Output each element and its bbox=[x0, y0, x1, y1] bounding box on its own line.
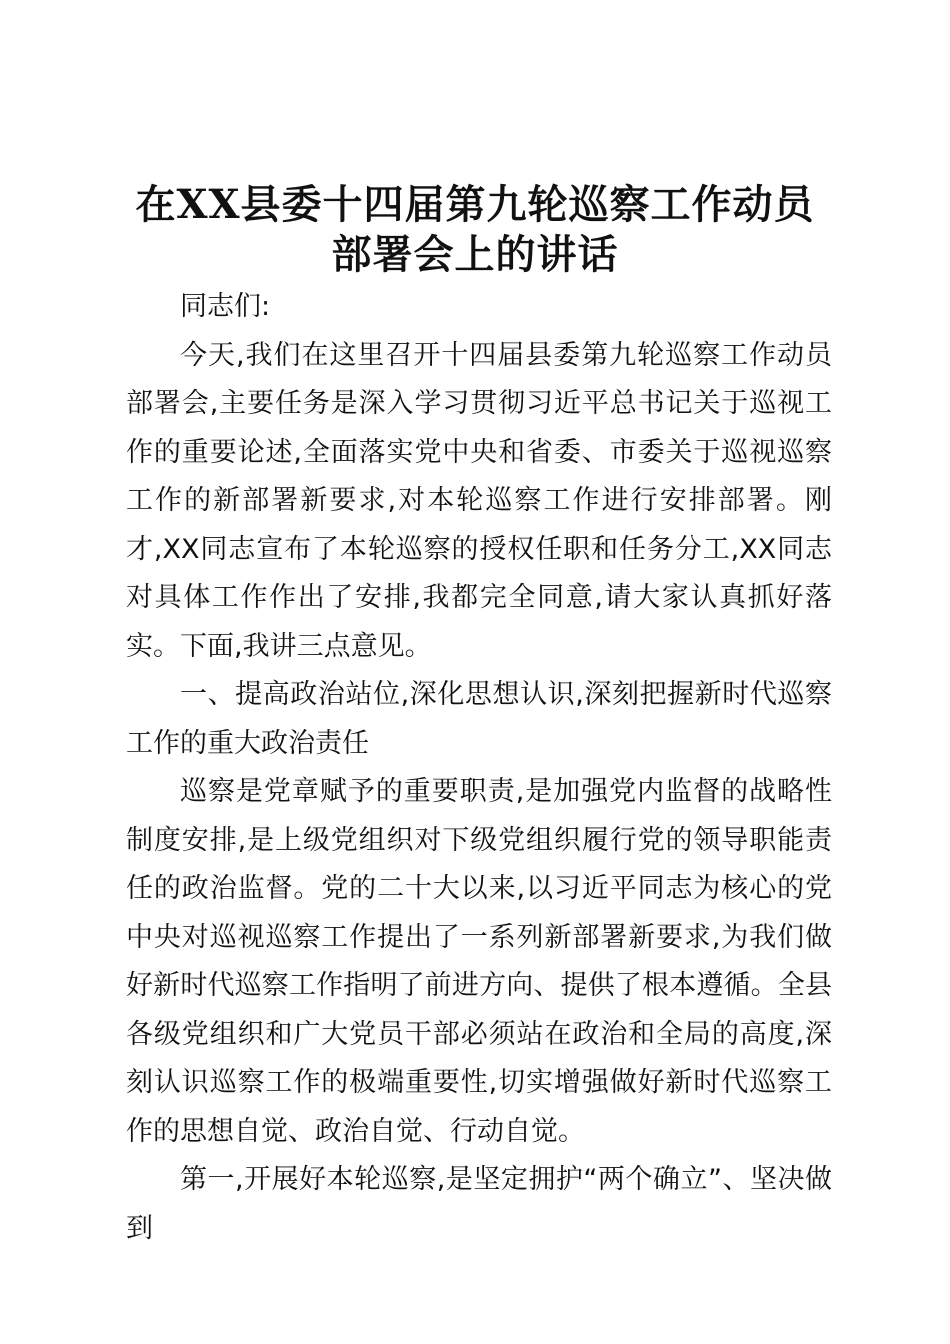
document-body bbox=[126, 283, 832, 1253]
section-heading-1: 一、提高政治站位,深化思想认识,深刻把握新时代巡察工作的重大政治责任 bbox=[126, 679, 832, 759]
salutation: 同志们: bbox=[180, 291, 271, 322]
paragraph-section-1: 巡察是党章赋予的重要职责,是加强党内监督的战略性制度安排,是上级党组织对下级党组织履行党的领导职能责任的政治监督。党的二十大以来,以习近平同志为核心的党中央对巡视巡察工作提出了一系列新部署新要求,为我们做好新时代巡察工作指明了前进方向、提供了根本遵循。全县各级党组织和广大党员干部必须站在政治和全局的高度,深刻认识巡察工作的极端重要性,切实增强做好新时代巡察工作的思想自觉、政治自觉、行动自觉。 bbox=[126, 776, 832, 1147]
paragraph-first-point: 第一,开展好本轮巡察,是坚定拥护“两个确立”、坚决做到 bbox=[126, 1164, 832, 1244]
document-title: 在XX县委十四届第九轮巡察工作动员部署会上的讲话 bbox=[135, 181, 815, 278]
paragraph-opening: 今天,我们在这里召开十四届县委第九轮巡察工作动员部署会,主要任务是深入学习贯彻习近平总书记关于巡视工作的重要论述,全面落实党中央和省委、市委关于巡视巡察工作的新部署新要求,对本轮巡察工作进行安排部署。刚才,XX同志宣布了本轮巡察的授权任职和任务分工,XX同志对具体工作作出了安排,我都完全同意,请大家认真抓好落实。下面,我讲三点意见。 bbox=[126, 339, 832, 662]
